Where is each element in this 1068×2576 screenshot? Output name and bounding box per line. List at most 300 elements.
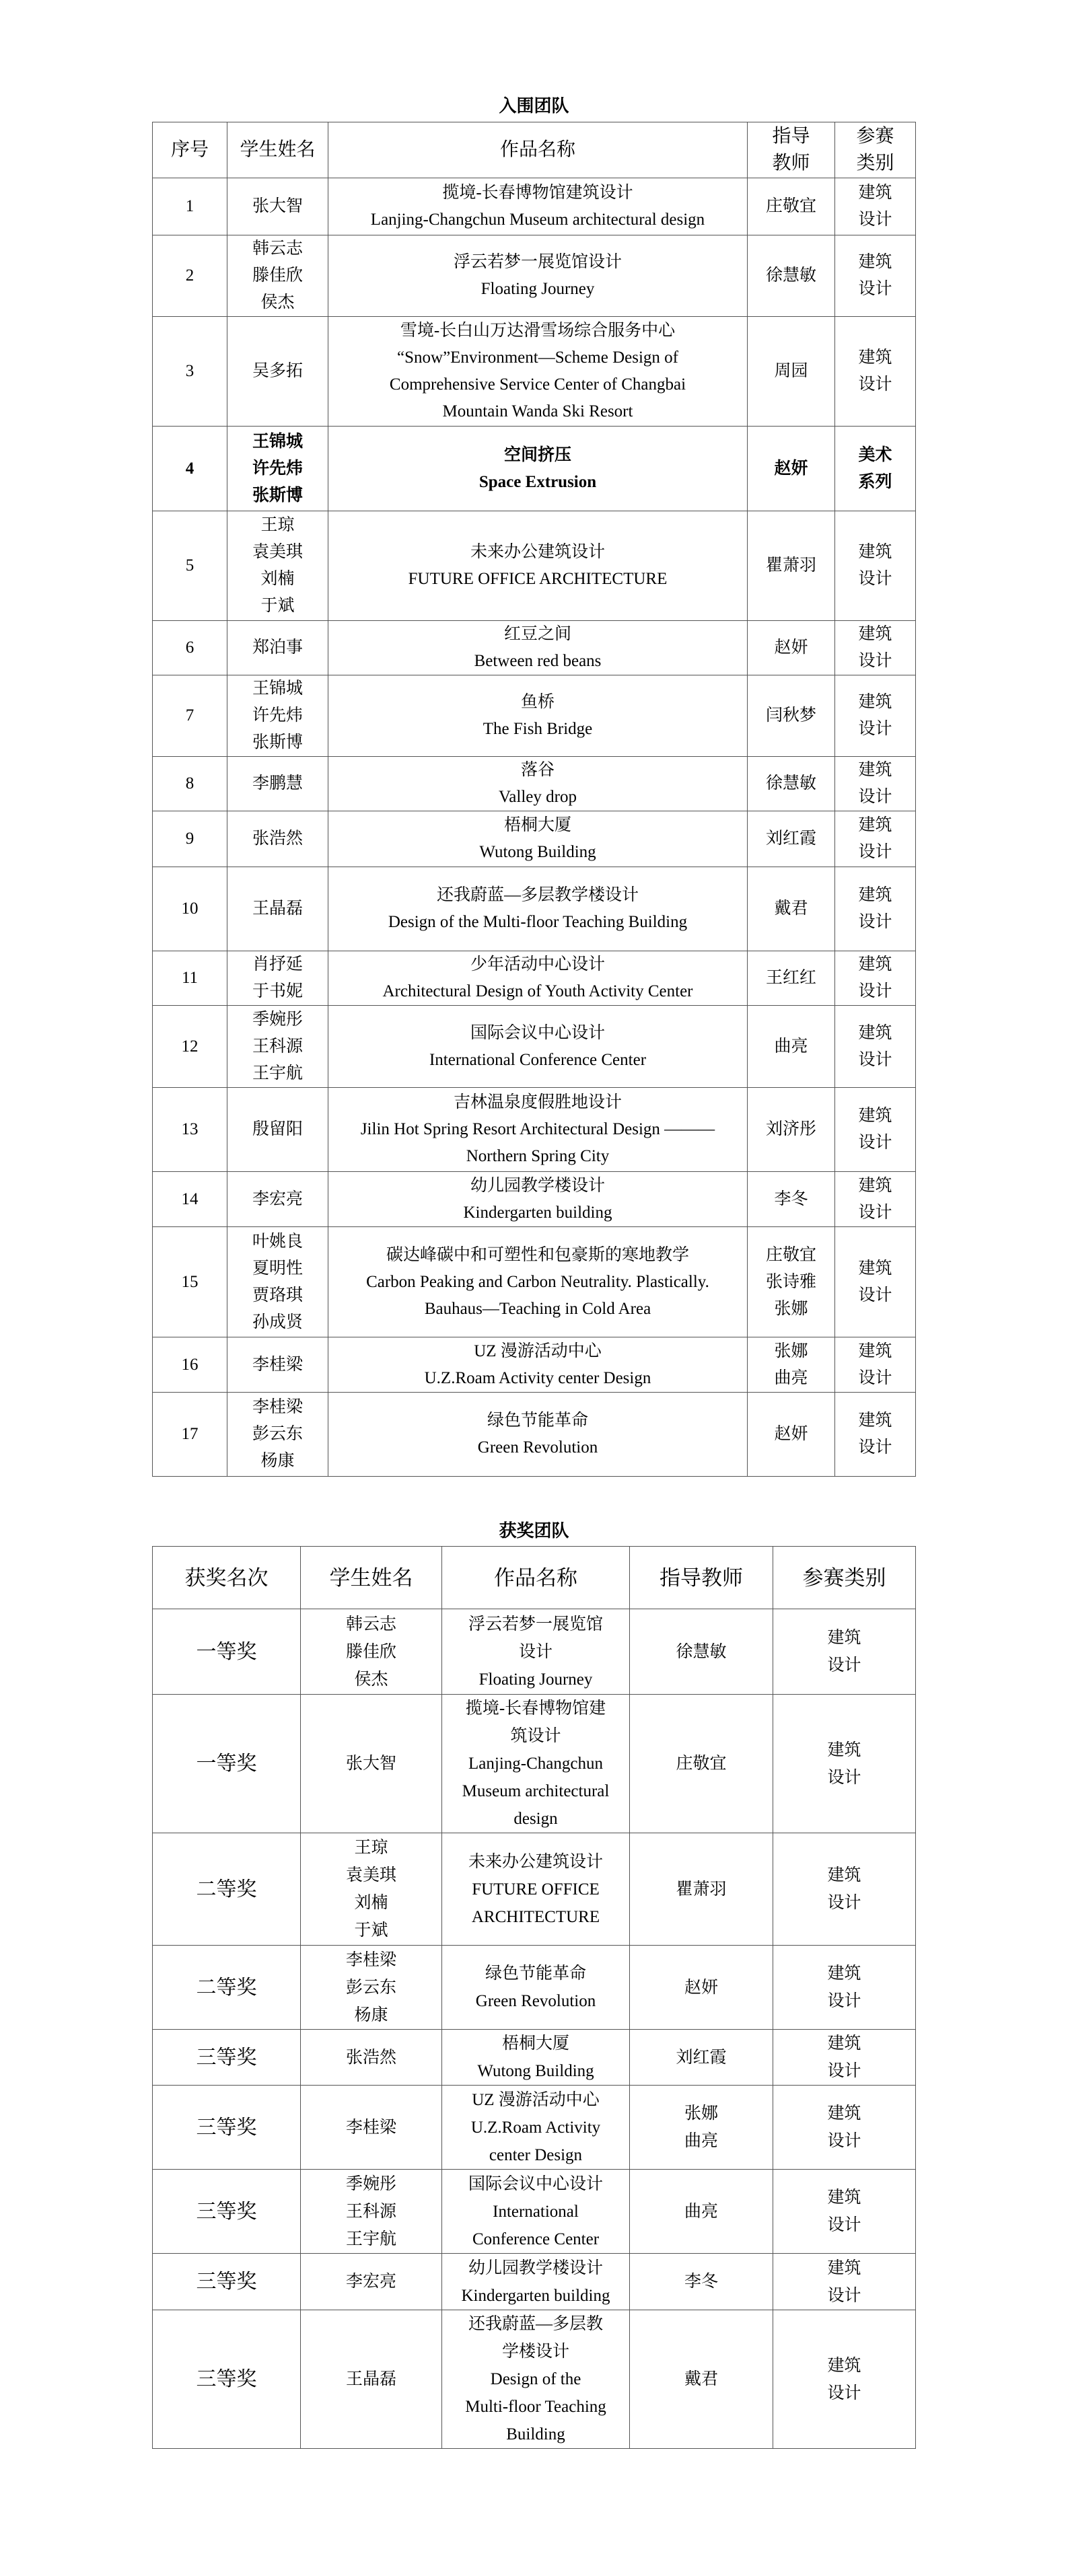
advisor-names [748,867,835,951]
advisor-names-line: 张诗雅 [765,1272,816,1291]
category [773,2310,916,2449]
table-row [153,1227,916,1337]
award-rank-line: 二等奖 [196,1878,257,1901]
work-title-line: 筑设计 [510,1727,561,1745]
category-line: 设计 [858,280,892,298]
advisor-names-line: 曲亮 [684,2132,718,2150]
work-title [328,811,748,867]
advisor-names-line: 周园 [774,362,808,380]
category [835,757,916,811]
finalists-title: 入围团队 [499,96,569,116]
advisor-names-line: 刘红霞 [676,2048,727,2067]
category-line: 设计 [858,1438,892,1457]
table-row [153,2254,916,2310]
category-line: 设计 [827,2286,861,2305]
work-title-line: Valley drop [499,788,577,806]
row-index-line: 4 [185,459,194,478]
student-names-line: 彭云东 [252,1425,303,1443]
work-title-line: 国际会议中心设计 [470,1023,605,1042]
work-title-line: 梧桐大厦 [503,816,571,834]
student-names [227,811,328,867]
work-title-line: Lanjing-Changchun [468,1755,603,1773]
category-line: 设计 [827,1768,861,1787]
advisor-names [748,1337,835,1393]
advisor-names-line: 闫秋梦 [765,706,816,725]
award-rank-line: 一等奖 [196,1753,257,1775]
table-row [153,757,916,811]
student-names [227,178,328,235]
category-line: 建筑 [858,253,892,271]
row-index [153,621,227,675]
winners-header-row [153,1547,916,1609]
category-line: 系列 [858,472,892,491]
work-title-line: 雪境-长白山万达滑雪场综合服务中心 [400,322,676,340]
work-title-line: Multi-floor Teaching [465,2398,606,2416]
category [773,1695,916,1833]
category-line: 设计 [858,211,892,229]
category [835,317,916,427]
work-title-line: Bauhaus—Teaching in Cold Area [424,1299,651,1318]
work-title [328,235,748,317]
student-names-line: 李鹏慧 [252,774,303,793]
category-line: 建筑 [827,2356,861,2375]
work-title-line: 幼儿园教学楼设计 [468,2258,603,2277]
row-index-line: 17 [181,1425,199,1443]
work-title-line: ARCHITECTURE [471,1907,600,1926]
category-line: 建筑 [827,1964,861,1983]
row-index-line: 11 [181,969,199,987]
student-names [227,951,328,1006]
category-line: 设计 [858,1286,892,1304]
row-index-line: 16 [181,1355,199,1374]
row-index-line: 8 [185,774,194,793]
table-row [153,1088,916,1172]
category-line: 建筑 [858,1107,892,1125]
category-line: 建筑 [827,2258,861,2277]
work-title-line: Comprehensive Service Center of Changbai [389,375,686,394]
category-line: 建筑 [858,886,892,904]
category-line: 设计 [858,375,892,394]
row-index-line: 6 [185,638,194,657]
student-names-line: 殷留阳 [252,1120,303,1138]
student-names-line: 王晶磊 [252,899,303,918]
work-title-line: 落谷 [520,761,555,779]
category-line: 建筑 [858,761,892,779]
row-index [153,1227,227,1337]
category-line: 设计 [858,652,892,670]
header-students: 学生姓名 [227,122,328,178]
award-rank-line: 二等奖 [196,1976,257,1999]
row-index [153,511,227,621]
table-row [153,1337,916,1393]
student-names-line: 夏明性 [252,1259,303,1278]
work-title [442,1695,630,1833]
work-title [328,1088,748,1172]
work-title-line: International Conference Center [429,1050,647,1069]
student-names-line: 侯杰 [354,1670,388,1689]
student-names [301,2254,442,2310]
award-rank-line: 三等奖 [196,2271,257,2293]
work-title [442,1946,630,2030]
work-title-line: U.Z.Roam Activity [470,2118,601,2137]
work-title-line: 学楼设计 [501,2343,569,2361]
work-title [442,1609,630,1695]
award-rank [153,1609,301,1695]
finalists-table [152,122,916,1477]
student-names-line: 韩云志 [252,240,303,258]
advisor-names-line: 刘济彤 [765,1120,816,1138]
category [835,1337,916,1393]
table-row [153,317,916,427]
award-rank [153,2254,301,2310]
category [773,1946,916,2030]
table-row [153,675,916,757]
category-line: 设计 [827,2384,861,2402]
row-index-line: 9 [185,830,194,848]
work-title-line: UZ 漫游活动中心 [472,2090,600,2109]
student-names-line: 李桂梁 [252,1398,303,1416]
student-names [227,1006,328,1088]
student-names [301,2310,442,2449]
table-row [153,235,916,317]
table-row [153,1946,916,2030]
work-title-line: UZ 漫游活动中心 [474,1341,602,1360]
row-index [153,178,227,235]
advisor-names [630,1946,773,2030]
work-title-line: 鱼桥 [520,693,555,711]
work-title-line: Museum architectural [462,1782,610,1800]
row-index-line: 14 [181,1189,199,1208]
advisor-names [748,178,835,235]
student-names-line: 季婉彤 [345,2174,396,2193]
advisor-names [748,511,835,621]
work-title-line: 设计 [518,1642,553,1661]
work-title [328,1172,748,1227]
work-title [328,951,748,1006]
award-rank [153,2086,301,2170]
header-advisor [748,122,835,178]
header-category: 参赛类别 [773,1547,916,1609]
category-line: 建筑 [827,1740,861,1759]
advisor-names [630,2310,773,2449]
advisor-names [748,317,835,427]
category-line: 设计 [858,913,892,931]
advisor-names-line: 李冬 [774,1189,808,1208]
work-title-line: 少年活动中心设计 [470,955,605,973]
student-names [227,511,328,621]
student-names [227,235,328,317]
row-index [153,1337,227,1393]
row-index [153,1393,227,1477]
row-index-line: 1 [185,197,194,215]
row-index [153,235,227,317]
row-index-line: 5 [185,556,194,575]
category-line: 建筑 [827,2034,861,2053]
work-title-line: Northern Spring City [466,1147,610,1165]
work-title [328,675,748,757]
work-title-line: 浮云若梦一展览馆设计 [453,253,622,271]
work-title-line: center Design [489,2145,583,2164]
work-title-line: Carbon Peaking and Carbon Neutrality. Plastically. [366,1272,709,1291]
student-names-line: 吴多拓 [252,362,303,380]
student-names-line: 郑泊事 [252,638,303,657]
work-title-line: Wutong Building [479,843,596,861]
row-index-line: 7 [185,706,194,725]
row-index [153,317,227,427]
table-row [153,2086,916,2170]
student-names-line: 李桂梁 [345,1950,396,1969]
work-title [442,2030,630,2086]
student-names-line: 张浩然 [345,2048,396,2067]
category [835,178,916,235]
advisor-names-line: 瞿萧羽 [676,1880,727,1899]
work-title-line: 未来办公建筑设计 [470,543,605,561]
advisor-names [630,1833,773,1946]
table-row [153,511,916,621]
work-title-line: 红豆之间 [503,625,571,643]
work-title-line: Wutong Building [477,2062,594,2080]
advisor-names [748,1393,835,1477]
header-work: 作品名称 [328,122,748,178]
category-line: 建筑 [858,625,892,643]
table-row [153,1609,916,1695]
advisor-names [630,2030,773,2086]
category [835,1006,916,1088]
student-names-line: 王宇航 [345,2230,396,2248]
work-title-line: 梧桐大厦 [501,2034,569,2053]
work-title-line: Mountain Wanda Ski Resort [442,402,633,420]
work-title [328,621,748,675]
work-title-line: Architectural Design of Youth Activity Center [382,982,693,1000]
award-rank-line: 三等奖 [196,2116,257,2139]
student-names-line: 王晶磊 [345,2370,396,2388]
work-title-line: 碳达峰碳中和可塑性和包豪斯的寒地教学 [386,1245,689,1264]
table-row [153,2310,916,2449]
work-title-line: International [493,2202,579,2221]
student-names-line: 肖抒延 [252,955,303,973]
advisor-names-line: 王红红 [765,969,816,987]
category-line: 设计 [827,1656,861,1675]
category-line: 建筑 [858,184,892,202]
student-names-line: 王科源 [252,1037,303,1056]
row-index [153,675,227,757]
advisor-names [748,951,835,1006]
row-index-line: 13 [181,1120,199,1138]
work-title-line: 国际会议中心设计 [468,2174,603,2193]
student-names [227,1227,328,1337]
work-title [328,1227,748,1337]
student-names [301,1609,442,1695]
student-names-line: 王科源 [345,2202,396,2221]
work-title [442,1833,630,1946]
category [835,1227,916,1337]
work-title-line: Design of the [490,2370,581,2388]
student-names-line: 贾珞琪 [252,1286,303,1304]
student-names [301,2086,442,2170]
advisor-names-line: 庄敬宜 [676,1755,727,1773]
work-title-line: Green Revolution [475,1992,596,2010]
table-row [153,2170,916,2254]
advisor-names [630,2254,773,2310]
student-names-line: 彭云东 [345,1978,396,1997]
category-line: 设计 [827,2062,861,2080]
category [773,1609,916,1695]
advisor-names-line: 瞿萧羽 [765,556,816,575]
category-line: 设计 [827,2132,861,2150]
work-title [328,1393,748,1477]
category [835,1172,916,1227]
advisor-names [748,811,835,867]
work-title-line: 还我蔚蓝—多层教 [468,2315,603,2333]
student-names-line: 李宏亮 [345,2273,396,2291]
row-index-line: 10 [181,899,199,918]
header-students: 学生姓名 [301,1547,442,1609]
work-title-line: Conference Center [472,2230,600,2248]
advisor-names-line: 李冬 [684,2273,718,2291]
advisor-names [748,757,835,811]
student-names-line: 王琼 [354,1839,388,1857]
advisor-names [630,1695,773,1833]
advisor-names-line: 戴君 [684,2370,718,2388]
table-row [153,1833,916,1946]
award-rank-line: 一等奖 [196,1640,257,1663]
table-row [153,621,916,675]
student-names [301,2170,442,2254]
row-index [153,867,227,951]
category-line: 建筑 [858,1341,892,1360]
winners-table [152,1546,916,2449]
advisor-names-line: 庄敬宜 [765,197,816,215]
student-names-line: 李桂梁 [252,1355,303,1374]
student-names-line: 王锦城 [252,432,303,451]
work-title-line: 吉林温泉度假胜地设计 [453,1093,622,1111]
work-title-line: Floating Journey [478,1670,593,1689]
header-advisor: 指导教师 [630,1547,773,1609]
work-title-line: Space Extrusion [478,472,597,491]
category-line: 建筑 [827,1866,861,1884]
work-title-line: 幼儿园教学楼设计 [470,1176,605,1195]
header-index: 序号 [153,122,227,178]
student-names [301,2030,442,2086]
student-names [227,1088,328,1172]
work-title-line: FUTURE OFFICE [472,1880,600,1899]
advisor-names [748,675,835,757]
header-category-line: 类别 [856,153,894,174]
category-line: 设计 [858,788,892,806]
work-title-line: 未来办公建筑设计 [468,1852,603,1871]
work-title-line: 浮云若梦一展览馆 [468,1615,603,1633]
category-line: 建筑 [827,2188,861,2207]
work-title-line: The Fish Bridge [483,720,593,738]
advisor-names-line: 刘红霞 [765,830,816,848]
work-title [328,178,748,235]
work-title-line: 绿色节能革命 [487,1411,588,1430]
category-line: 建筑 [858,1176,892,1195]
work-title [328,1006,748,1088]
student-names-line: 李宏亮 [252,1189,303,1208]
advisor-names-line: 戴君 [774,899,808,918]
award-rank [153,2030,301,2086]
advisor-names-line: 赵妍 [684,1978,718,1997]
category [773,2086,916,2170]
row-index [153,1006,227,1088]
row-index-line: 3 [185,362,194,380]
category-line: 建筑 [858,1023,892,1042]
work-title [328,867,748,951]
student-names [227,1172,328,1227]
student-names-line: 杨康 [354,2005,388,2024]
category-line: 建筑 [827,2104,861,2123]
advisor-names [630,1609,773,1695]
work-title-line: Green Revolution [477,1438,598,1457]
student-names-line: 刘楠 [260,570,295,588]
student-names-line: 季婉彤 [252,1010,303,1029]
student-names-line: 于书妮 [252,982,303,1000]
finalists-header-row [153,122,916,178]
category [835,511,916,621]
table-row [153,1172,916,1227]
header-advisor-line: 教师 [772,153,810,174]
category-line: 建筑 [858,1259,892,1278]
work-title-line: 揽境-长春博物馆建 [465,1699,606,1718]
table-row [153,811,916,867]
category-line: 建筑 [858,816,892,834]
advisor-names [748,621,835,675]
table-row [153,178,916,235]
advisor-names-line: 张娜 [774,1299,808,1318]
student-names-line: 韩云志 [345,1615,396,1633]
award-rank-line: 三等奖 [196,2200,257,2223]
work-title-line: “Snow”Environment—Scheme Design of [397,348,678,367]
category [835,1393,916,1477]
student-names [301,1695,442,1833]
category [835,675,916,757]
header-category-line: 参赛 [856,126,894,147]
advisor-names-line: 曲亮 [774,1037,808,1056]
category-line: 设计 [827,2216,861,2234]
row-index [153,427,227,511]
student-names-line: 张斯博 [252,733,303,751]
category [835,427,916,511]
category-line: 设计 [858,720,892,738]
table-row [153,1695,916,1833]
work-title [328,1337,748,1393]
row-index [153,951,227,1006]
student-names-line: 王锦城 [252,679,303,698]
table-row [153,2030,916,2086]
table-row [153,1006,916,1088]
advisor-names [630,2086,773,2170]
advisor-names-line: 曲亮 [774,1368,808,1387]
category-line: 建筑 [858,693,892,711]
student-names-line: 叶姚良 [252,1232,303,1251]
student-names [301,1946,442,2030]
category-line: 建筑 [858,1411,892,1430]
student-names [227,621,328,675]
student-names-line: 滕佳欣 [252,266,303,285]
advisor-names-line: 庄敬宜 [765,1245,816,1264]
category-line: 设计 [858,1368,892,1387]
advisor-names-line: 赵妍 [774,459,808,478]
award-rank [153,2170,301,2254]
advisor-names [630,2170,773,2254]
advisor-names [748,235,835,317]
category-line: 建筑 [827,1629,861,1647]
student-names-line: 刘楠 [354,1894,388,1912]
student-names-line: 许先炜 [252,459,303,478]
work-title-line: Between red beans [474,652,602,670]
category-line: 设计 [858,570,892,588]
